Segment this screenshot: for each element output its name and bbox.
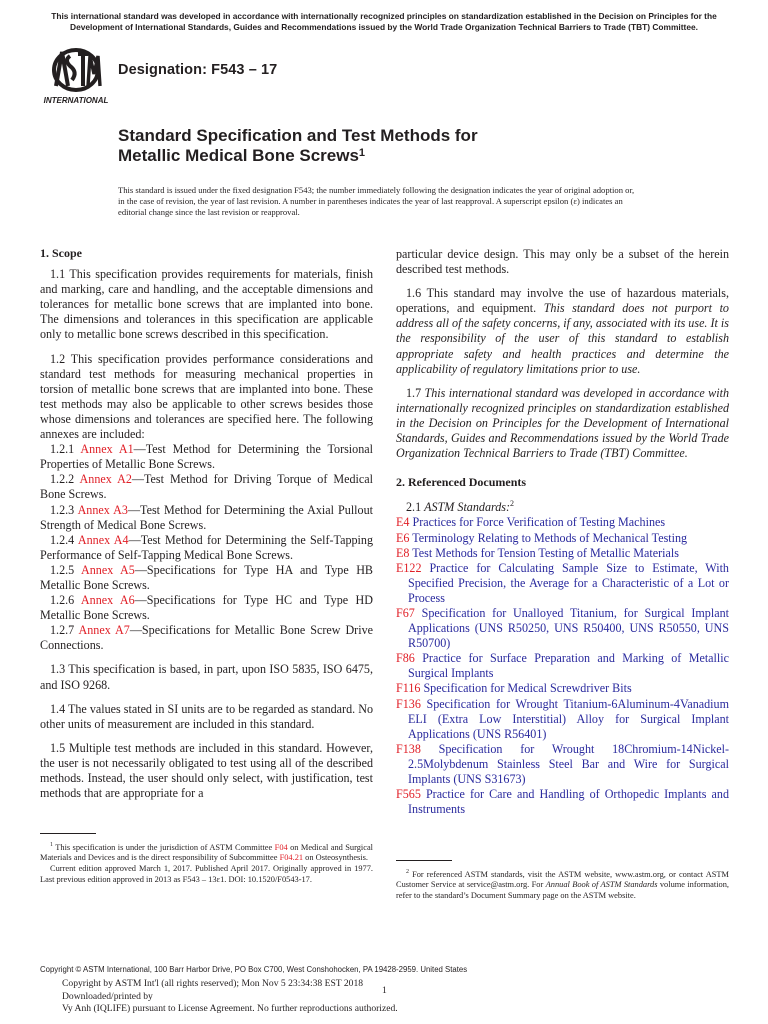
- annex-item-number: 1.2.5: [50, 562, 75, 577]
- para-1-7-num: 1.7: [406, 385, 425, 400]
- annex-link[interactable]: Annex A2: [79, 472, 132, 487]
- title-line-1: Standard Specification and Test Methods for: [118, 126, 478, 145]
- right-column: [396, 247, 729, 817]
- footnote-2-text-b: volume information, refer to the standard’s Document Summary page on the ASTM website.: [396, 880, 729, 900]
- para-1-4: 1.4 The values stated in SI units are to be regarded as standard. No other units of measurement are included in this standard.: [40, 701, 373, 731]
- annex-item-number: 1.2.6: [50, 593, 75, 608]
- annex-item: [40, 503, 373, 533]
- para-1-7-italic: This international standard was developed in accordance with internationally recognized principles on standardization established in the Decision on Principles for the Development of International Standards, Guides and Recommendations issued by the World Trade Organization Technical Barriers to Trade (TBT) Committee.: [396, 385, 729, 461]
- annex-item-text: —Test Method for Determining the Axial Pullout Strength of Medical Bone Screws.: [40, 502, 373, 532]
- annex-item-text: —Specifications for Type HC and Type HD Metallic Bone Screws.: [40, 593, 373, 623]
- logo-text: INTERNATIONAL: [43, 96, 109, 105]
- footnote-2-text-a: For referenced ASTM standards, visit the ASTM website, www.astm.org, or contact ASTM Customer Service at service@astm.org. For: [396, 869, 729, 890]
- designation: Designation: F543 – 17: [118, 62, 278, 78]
- annex-item-text: —Specifications for Type HA and Type HB Metallic Bone Screws.: [40, 562, 373, 592]
- referenced-title-link[interactable]: Specification for Wrought 18Chromium-14Nickel-2.5Molybdenum Stainless Steel Bar and Wire for Surgical Implants (UNS S31673): [408, 741, 729, 787]
- referenced-code-link[interactable]: E4: [396, 515, 410, 530]
- referenced-item: [396, 531, 729, 546]
- referenced-item: [396, 651, 729, 681]
- intro-paragraph: This standard is issued under the fixed designation F543; the number immediately following the designation indicates the year of original adoption or, in the case of revision, the year of last revision. A number in parentheses indicates the year of last reapproval. A superscript epsilon (ε) indicates an editorial change since the last revision or reapproval.: [118, 185, 635, 217]
- annex-link[interactable]: Annex A4: [77, 532, 129, 547]
- copyright-line: Copyright © ASTM International, 100 Barr Harbor Drive, PO Box C700, West Conshohocken, PA 19428-2959. United States: [40, 965, 468, 974]
- referenced-item: [396, 546, 729, 561]
- left-column: [40, 246, 373, 810]
- page-number: 1: [382, 985, 387, 996]
- referenced-code-link[interactable]: E6: [396, 530, 410, 545]
- annex-item: [40, 472, 373, 502]
- annex-item: [40, 533, 373, 563]
- annex-item-text: —Test Method for Driving Torque of Medical Bone Screws.: [40, 472, 373, 502]
- referenced-item: [396, 742, 729, 787]
- referenced-item: [396, 787, 729, 817]
- footnote-1-text-b: on Medical and Surgical Materials and Devices and is the direct responsibility of Subcommittee: [40, 842, 373, 863]
- scope-heading: 1. Scope: [40, 246, 82, 260]
- annex-item-text: —Test Method for Determining the Torsional Properties of Metallic Bone Screws.: [40, 442, 373, 472]
- annex-item: [40, 593, 373, 623]
- referenced-item: [396, 561, 729, 606]
- footnote-2-mark: 2: [406, 869, 409, 875]
- para-2-1: [396, 496, 729, 515]
- annex-item: [40, 623, 373, 653]
- referenced-item: [396, 606, 729, 651]
- referenced-heading: 2. Referenced Documents: [396, 475, 527, 490]
- para-1-5-continued: particular device design. This may only be a subset of the herein described test methods.: [396, 247, 729, 277]
- annex-item-number: 1.2.7: [50, 623, 75, 638]
- referenced-code-link[interactable]: F86: [396, 651, 415, 666]
- footnote-rule-left: [40, 833, 96, 834]
- annex-item-number: 1.2.1: [50, 442, 75, 457]
- license-block: [62, 978, 398, 1016]
- para-1-2: 1.2 This specification provides performance considerations and standard test methods for measuring mechanical properties in torsion of metallic bone screws that are implanted into bone. These test methods may also be applicable to other screws besides those whose dimensions and tolerances are specified here. The following annexes are included:: [40, 351, 373, 442]
- annex-item: [40, 442, 373, 472]
- referenced-code-link[interactable]: F138: [396, 741, 421, 756]
- annex-list: [40, 442, 373, 653]
- annex-link[interactable]: Annex A3: [77, 502, 128, 517]
- para-1-5: 1.5 Multiple test methods are included in this standard. However, the user is not necessarily obligated to test using all of the described methods. Instead, the user should only select, with justification, test methods that are appropriate for a: [40, 740, 373, 801]
- referenced-code-link[interactable]: F116: [396, 681, 421, 696]
- referenced-code-link[interactable]: F565: [396, 787, 421, 802]
- para-1-7: [396, 386, 729, 461]
- annex-item-number: 1.2.3: [50, 502, 75, 517]
- referenced-item: [396, 515, 729, 530]
- astm-standards-footnote-mark: 2: [510, 499, 515, 509]
- referenced-title-link[interactable]: Terminology Relating to Methods of Mechanical Testing: [412, 530, 688, 545]
- referenced-item: [396, 681, 729, 696]
- referenced-list: [396, 515, 729, 817]
- referenced-title-link[interactable]: Practices for Force Verification of Testing Machines: [412, 515, 666, 530]
- referenced-title-link[interactable]: Specification for Wrought Titanium-6Aluminum-4Vanadium ELI (Extra Low Interstitial) Alloy for Surgical Implant Applications (UNS R56401): [408, 696, 729, 741]
- annex-item: [40, 563, 373, 593]
- annex-link[interactable]: Annex A7: [78, 623, 130, 638]
- referenced-item: [396, 697, 729, 742]
- document-title: [118, 126, 588, 166]
- referenced-code-link[interactable]: E8: [396, 545, 410, 560]
- annex-item-text: —Test Method for Determining the Self-Tapping Performance of Self-Tapping Medical Bone Screws.: [40, 532, 373, 562]
- footnote-rule-right: [396, 860, 452, 861]
- footnote-1-edition: Current edition approved March 1, 2017. Published April 2017. Originally approved in 1977. Last previous edition approved in 2013 as F543 – 13ε1. DOI: 10.1520/F0543-17.: [40, 863, 373, 884]
- para-1-3: 1.3 This specification is based, in part, upon ISO 5835, ISO 6475, and ISO 9268.: [40, 662, 373, 692]
- referenced-title-link[interactable]: Practice for Calculating Sample Size to Estimate, With Specified Precision, the Average for a Characteristic of a Lot or Process: [408, 560, 729, 605]
- referenced-title-link[interactable]: Specification for Medical Screwdriver Bits: [423, 681, 632, 696]
- referenced-code-link[interactable]: E122: [396, 560, 422, 575]
- annex-item-number: 1.2.4: [50, 532, 75, 547]
- annex-item-text: —Specifications for Metallic Bone Screw Drive Connections.: [40, 623, 373, 653]
- notice-line-2: Development of International Standards, Guides and Recommendations issued by the World Trade Organization Technical Barriers to Trade (TBT) Committee.: [70, 22, 698, 32]
- footnote-1-text-c: on Osteosynthesis.: [303, 853, 368, 863]
- footnote-2-italic: Annual Book of ASTM Standards: [545, 880, 658, 890]
- footnote-2: [396, 867, 729, 902]
- committee-f04-link[interactable]: F04: [274, 842, 288, 852]
- annex-link[interactable]: Annex A5: [81, 562, 135, 577]
- annex-item-number: 1.2.2: [50, 472, 75, 487]
- license-line-2: Downloaded/printed by: [62, 990, 153, 1002]
- title-footnote-mark: 1: [358, 147, 366, 159]
- referenced-code-link[interactable]: F67: [396, 606, 415, 620]
- para-1-6: [396, 286, 729, 377]
- subcommittee-f04-21-link[interactable]: F04.21: [279, 853, 304, 863]
- referenced-code-link[interactable]: F136: [396, 696, 421, 711]
- top-notice: [34, 11, 734, 33]
- annex-link[interactable]: Annex A1: [80, 442, 134, 457]
- notice-line-1: This international standard was developed in accordance with internationally recognized principles on standardization established in the Decision on Principles for the: [51, 11, 717, 21]
- para-1-6-plain: 1.6 This standard may involve the use of hazardous materials, operations, and equipment.: [396, 286, 729, 316]
- para-1-6-italic: This standard does not purport to address all of the safety concerns, if any, associated with its use. It is the responsibility of the user of this standard to establish appropriate safety and health practices and determine the applicability of regulatory limitations prior to use.: [396, 301, 729, 376]
- referenced-title-link[interactable]: Test Methods for Tension Testing of Metallic Materials: [412, 545, 679, 560]
- referenced-title-link[interactable]: Practice for Care and Handling of Orthopedic Implants and Instruments: [408, 787, 729, 817]
- title-line-2: Metallic Medical Bone Screws: [118, 146, 359, 165]
- footnote-1: [40, 840, 373, 885]
- astm-logo: [40, 46, 112, 106]
- astm-logo-mark-icon: [40, 46, 112, 106]
- para-2-1-num: 2.1: [406, 500, 425, 515]
- referenced-title-link[interactable]: Specification for Unalloyed Titanium, for Surgical Implant Applications (UNS R50250, UNS R50400, UNS R50550, UNS R50700): [408, 606, 729, 651]
- license-line-1: Copyright by ASTM Int'l (all rights reserved); Mon Nov 5 23:34:38 EST 2018: [62, 978, 364, 989]
- annex-link[interactable]: Annex A6: [80, 593, 135, 608]
- astm-standards-label: ASTM Standards:: [424, 500, 511, 515]
- referenced-title-link[interactable]: Practice for Surface Preparation and Marking of Metallic Surgical Implants: [408, 651, 729, 681]
- para-1-1: 1.1 This specification provides requirements for materials, finish and marking, care and handling, and the acceptable dimensions and tolerances for metallic bone screws that are implanted into bone. The dimensions and tolerances in this specification are applicable only to metallic bone screws described in this specification.: [40, 267, 373, 342]
- license-line-3: Vy Anh (IQLIFE) pursuant to License Agreement. No further reproductions authorized.: [62, 1003, 398, 1014]
- footnote-1-text-a: This specification is under the jurisdiction of ASTM Committee: [55, 842, 275, 852]
- footnote-1-mark: 1: [50, 842, 53, 848]
